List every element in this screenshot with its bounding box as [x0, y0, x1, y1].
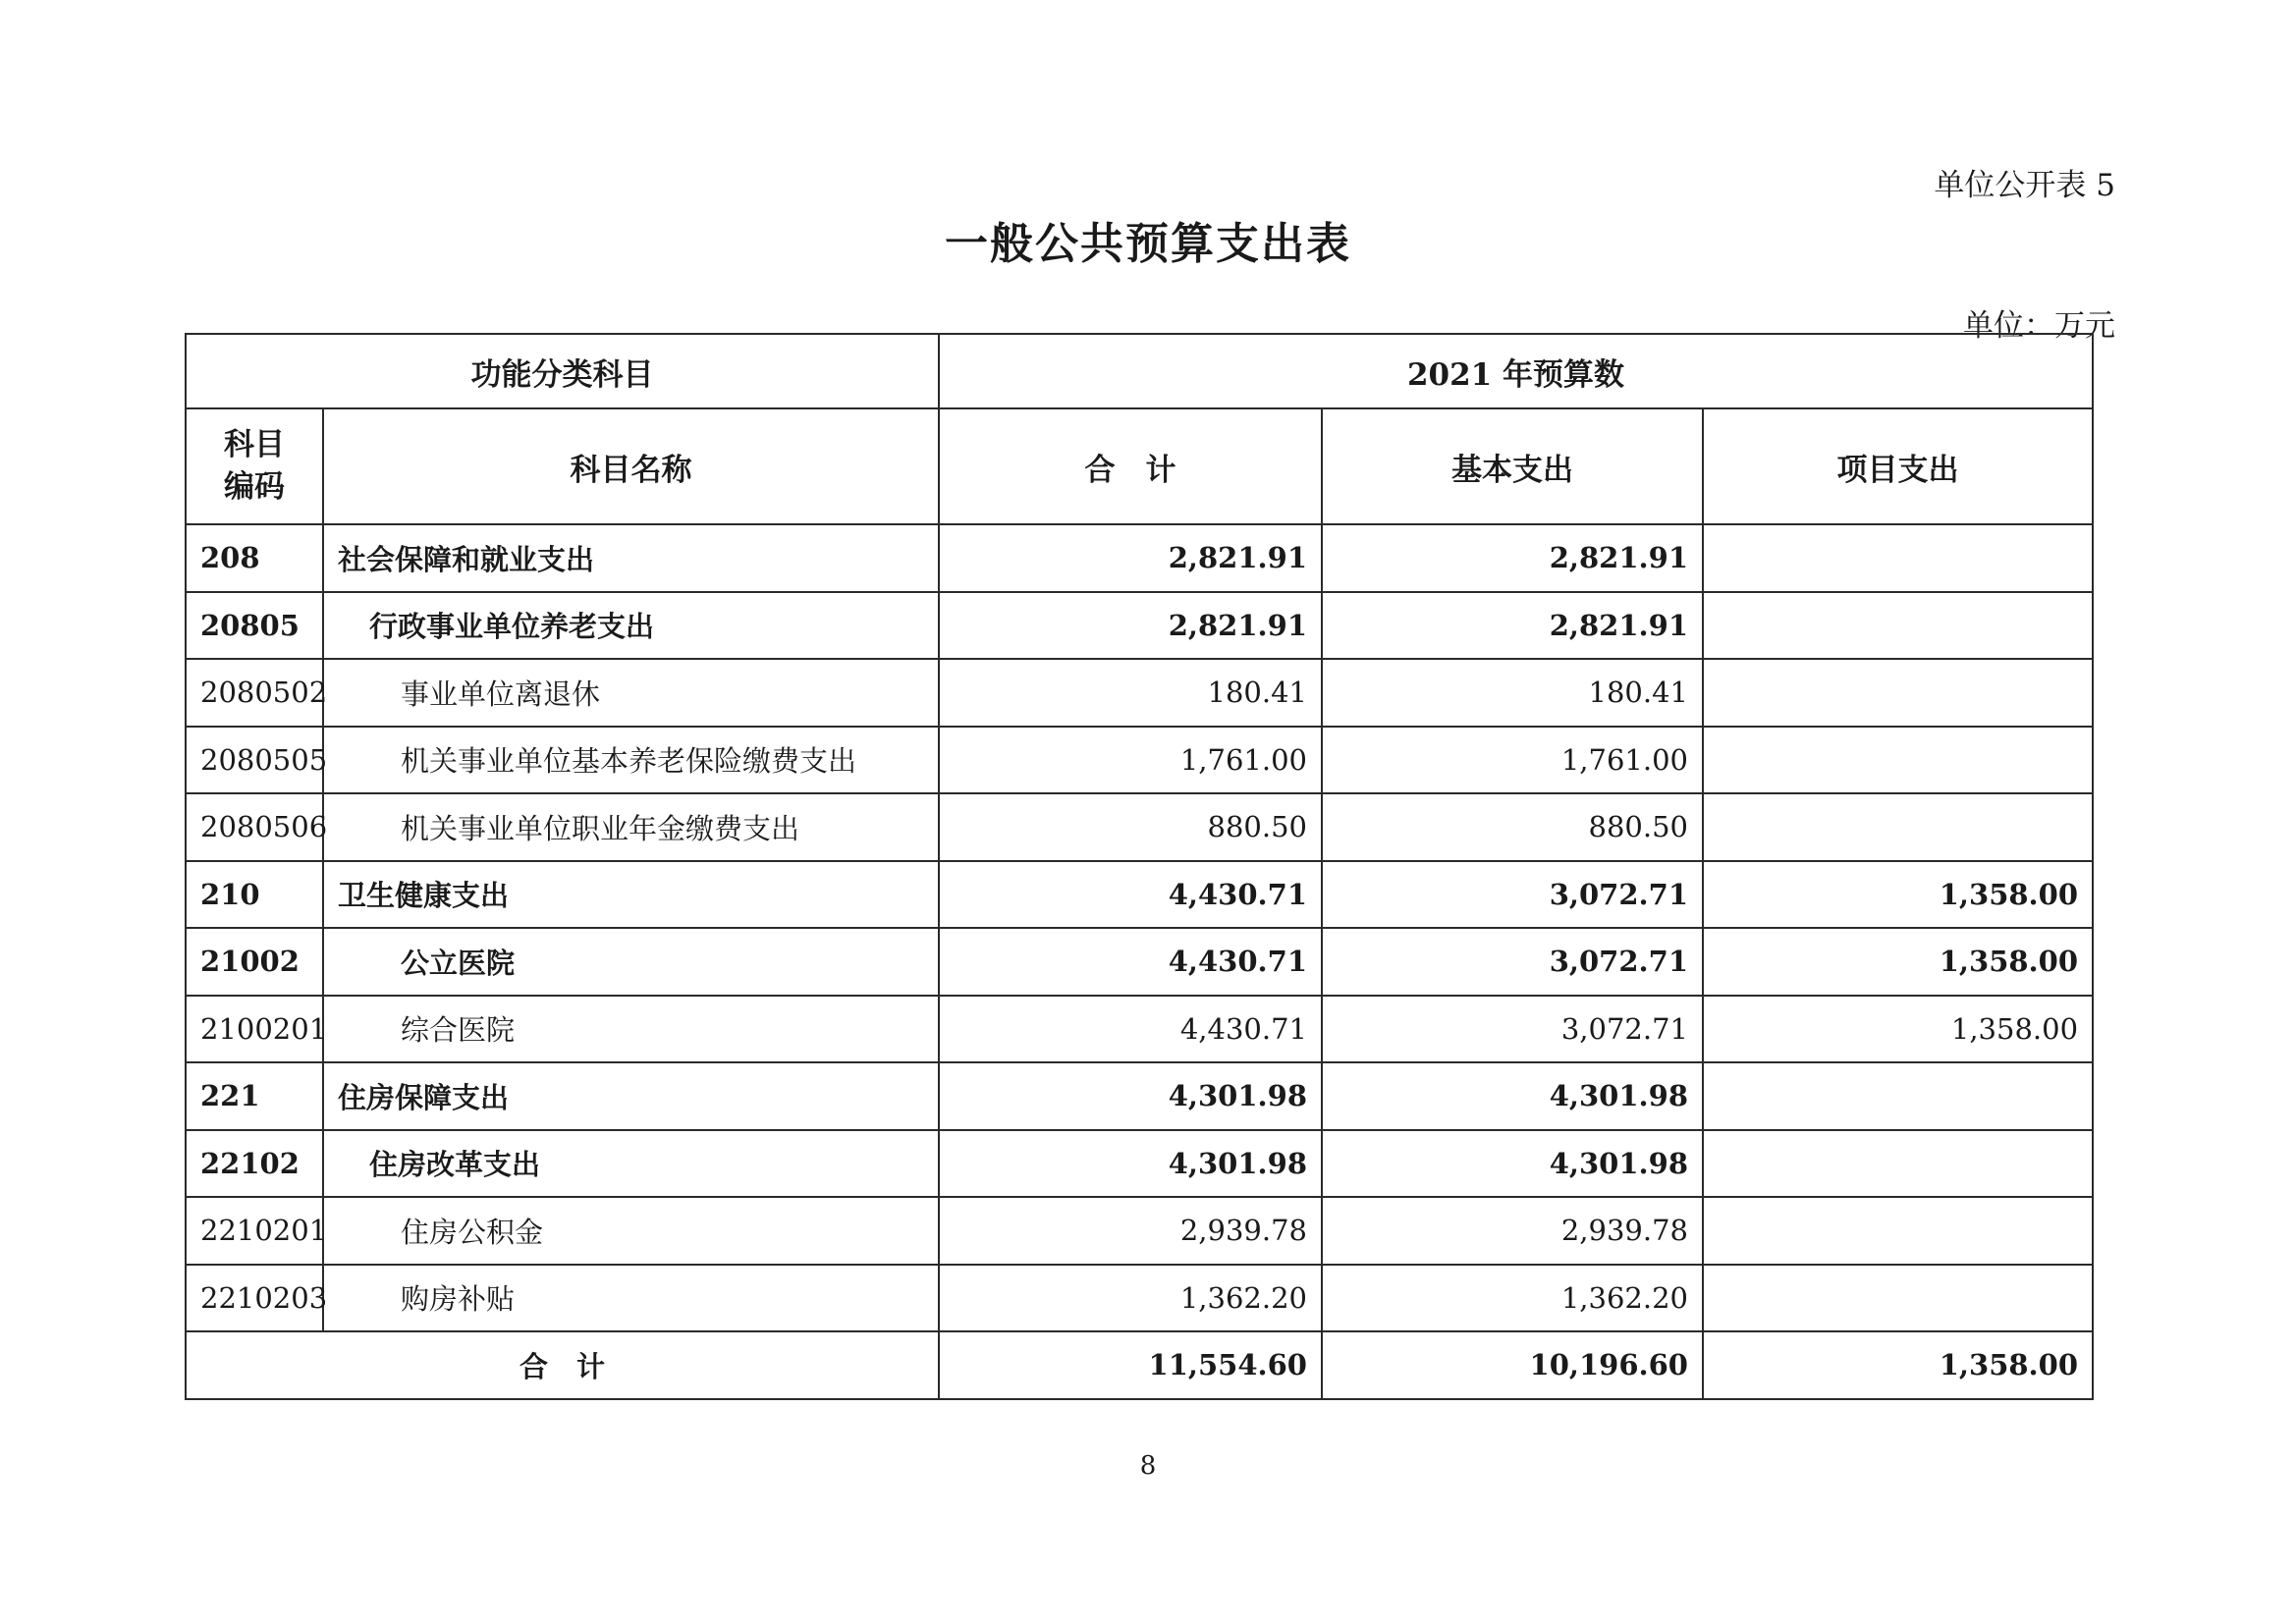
- header-row-columns: [186, 408, 2093, 524]
- row-total: 4,301.98: [939, 1130, 1322, 1198]
- row-code: 20805: [186, 592, 323, 660]
- header-name: 科目名称: [323, 408, 939, 524]
- budget-table: [185, 333, 2094, 1400]
- table-row: [186, 996, 2093, 1063]
- table-row: [186, 592, 2093, 660]
- row-code: 2080505: [186, 727, 323, 794]
- row-code: 208: [186, 524, 323, 592]
- row-project: 1,358.00: [1703, 861, 2093, 929]
- row-code: 2080506: [186, 793, 323, 861]
- header-project: 项目支出: [1703, 408, 2093, 524]
- row-basic: 2,821.91: [1322, 592, 1703, 660]
- row-basic: 3,072.71: [1322, 996, 1703, 1063]
- row-project: [1703, 1130, 2093, 1198]
- row-total: 2,821.91: [939, 592, 1322, 660]
- header-total: 合 计: [939, 408, 1322, 524]
- row-code: 22102: [186, 1130, 323, 1198]
- table-row: [186, 1265, 2093, 1332]
- row-project: 1,358.00: [1703, 928, 2093, 996]
- row-total: 880.50: [939, 793, 1322, 861]
- row-total: 1,362.20: [939, 1265, 1322, 1332]
- table-row: [186, 1130, 2093, 1198]
- row-project: [1703, 524, 2093, 592]
- header-row-group: [186, 334, 2093, 408]
- row-name: 行政事业单位养老支出: [323, 592, 939, 660]
- row-basic: 1,362.20: [1322, 1265, 1703, 1332]
- row-project: [1703, 793, 2093, 861]
- row-code: 221: [186, 1062, 323, 1130]
- row-project: [1703, 659, 2093, 727]
- row-project: [1703, 592, 2093, 660]
- row-basic: 1,761.00: [1322, 727, 1703, 794]
- row-name: 住房保障支出: [323, 1062, 939, 1130]
- row-basic: 4,301.98: [1322, 1130, 1703, 1198]
- row-code: 210: [186, 861, 323, 929]
- row-name: 事业单位离退休: [323, 659, 939, 727]
- table-row: [186, 659, 2093, 727]
- row-code: 2210201: [186, 1197, 323, 1265]
- row-project: [1703, 1062, 2093, 1130]
- row-basic: 880.50: [1322, 793, 1703, 861]
- table-row: [186, 727, 2093, 794]
- header-function-category: 功能分类科目: [186, 334, 939, 408]
- row-code: 2210203: [186, 1265, 323, 1332]
- header-budget-year: 2021 年预算数: [939, 334, 2093, 408]
- row-basic: 2,821.91: [1322, 524, 1703, 592]
- row-name: 住房改革支出: [323, 1130, 939, 1198]
- header-basic: 基本支出: [1322, 408, 1703, 524]
- row-name: 购房补贴: [323, 1265, 939, 1332]
- row-basic: 2,939.78: [1322, 1197, 1703, 1265]
- row-basic: 3,072.71: [1322, 861, 1703, 929]
- row-total: 180.41: [939, 659, 1322, 727]
- row-project: 1,358.00: [1703, 996, 2093, 1063]
- row-name: 机关事业单位基本养老保险缴费支出: [323, 727, 939, 794]
- table-row: [186, 928, 2093, 996]
- table-row: [186, 1062, 2093, 1130]
- row-total: 4,430.71: [939, 996, 1322, 1063]
- row-basic: 4,301.98: [1322, 1062, 1703, 1130]
- row-total: 2,821.91: [939, 524, 1322, 592]
- row-name: 综合医院: [323, 996, 939, 1063]
- total-label: 合 计: [186, 1331, 939, 1399]
- table-row: [186, 793, 2093, 861]
- row-name: 机关事业单位职业年金缴费支出: [323, 793, 939, 861]
- header-code: 科目 编码: [186, 408, 323, 524]
- row-name: 社会保障和就业支出: [323, 524, 939, 592]
- total-row: [186, 1331, 2093, 1399]
- row-code: 21002: [186, 928, 323, 996]
- page-title: 一般公共预算支出表: [945, 219, 1351, 269]
- row-total: 2,939.78: [939, 1197, 1322, 1265]
- unit-label: 单位：万元: [1963, 308, 2115, 344]
- row-name: 公立医院: [323, 928, 939, 996]
- row-project: [1703, 1265, 2093, 1332]
- row-code: 2080502: [186, 659, 323, 727]
- row-basic: 180.41: [1322, 659, 1703, 727]
- row-total: 4,301.98: [939, 1062, 1322, 1130]
- table-row: [186, 1197, 2093, 1265]
- page-number: 8: [1139, 1451, 1157, 1481]
- row-name: 卫生健康支出: [323, 861, 939, 929]
- table-row: [186, 861, 2093, 929]
- row-project: [1703, 727, 2093, 794]
- row-code: 2100201: [186, 996, 323, 1063]
- total-project: 1,358.00: [1703, 1331, 2093, 1399]
- row-total: 1,761.00: [939, 727, 1322, 794]
- row-total: 4,430.71: [939, 928, 1322, 996]
- row-name: 住房公积金: [323, 1197, 939, 1265]
- row-total: 4,430.71: [939, 861, 1322, 929]
- table-row: [186, 524, 2093, 592]
- total-sum: 11,554.60: [939, 1331, 1322, 1399]
- total-basic: 10,196.60: [1322, 1331, 1703, 1399]
- row-project: [1703, 1197, 2093, 1265]
- row-basic: 3,072.71: [1322, 928, 1703, 996]
- form-number: 单位公开表 5: [1934, 168, 2115, 203]
